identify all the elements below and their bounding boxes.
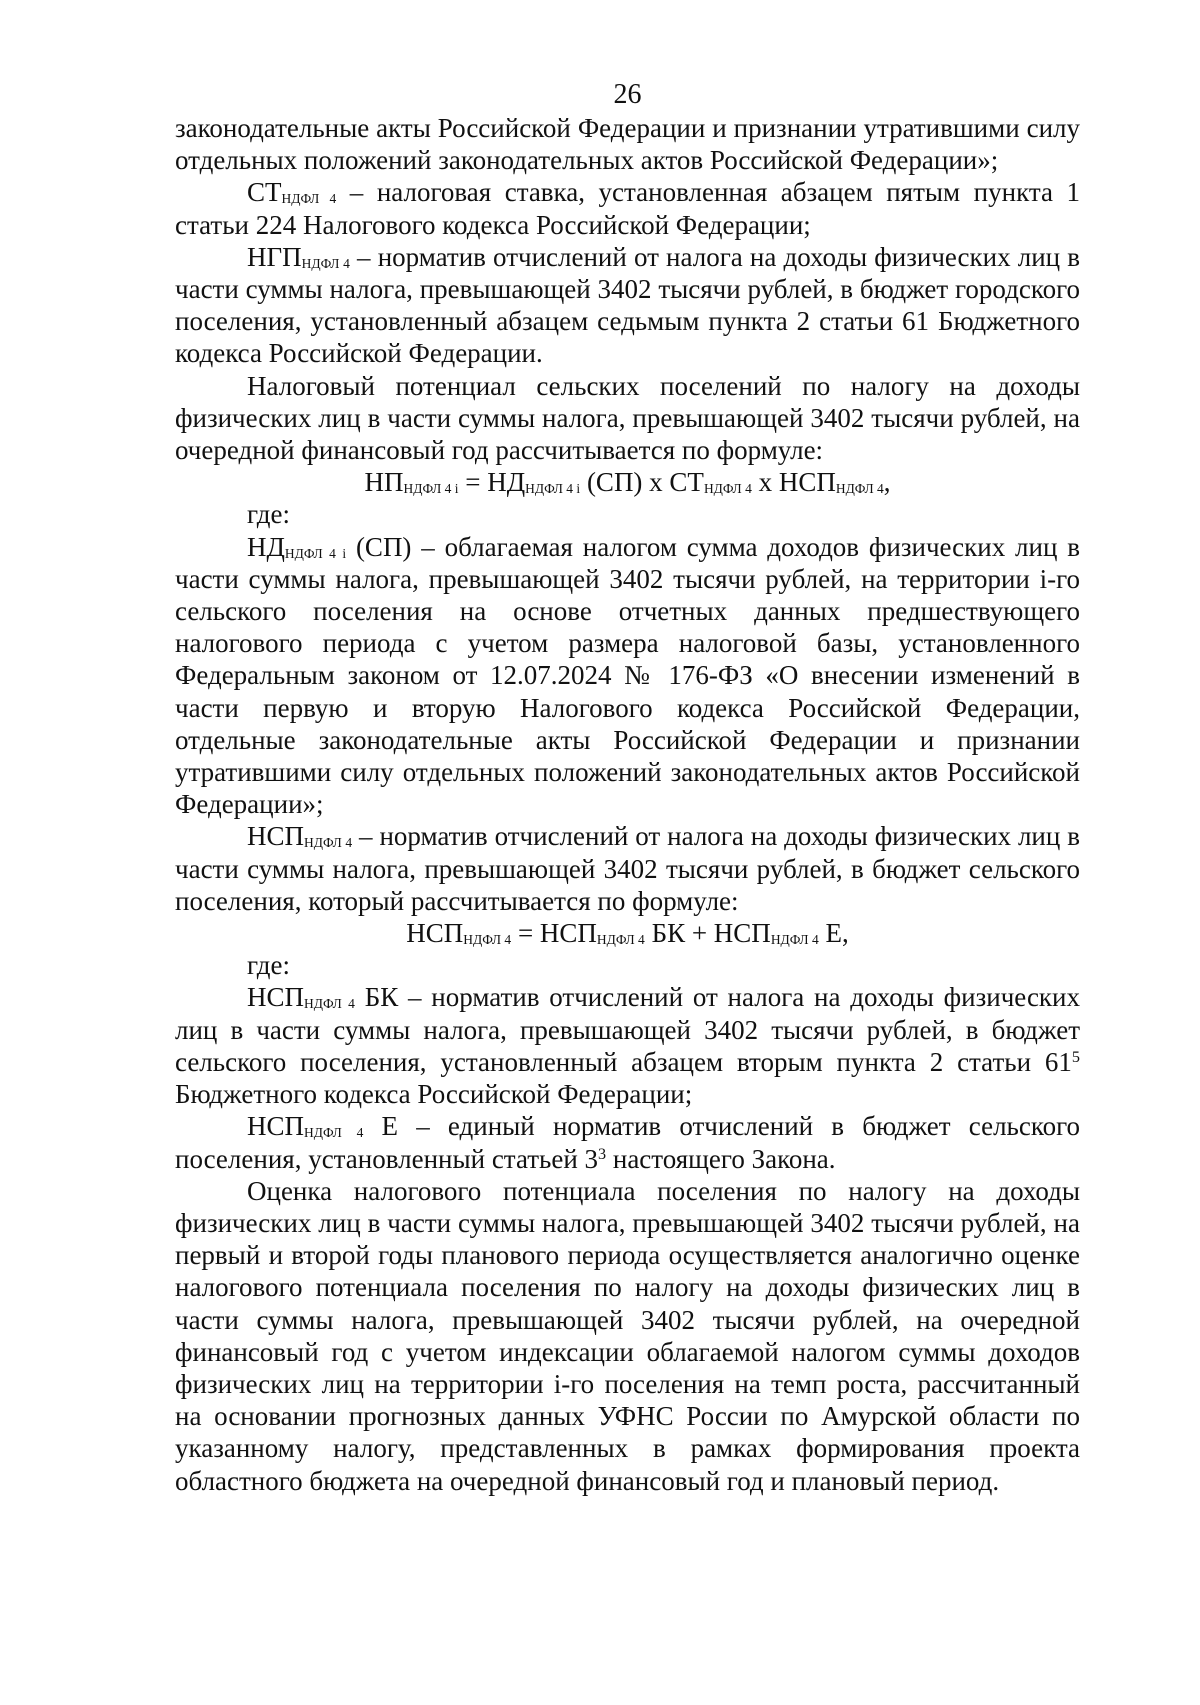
formula-rural-potential <box>175 466 1080 498</box>
formula-subscript: НДФЛ 4 i <box>403 481 459 497</box>
symbol: НСП <box>247 982 305 1013</box>
symbol: СТ <box>247 177 282 208</box>
paragraph-planning-period-assessment: Оценка налогового потенциала поселения по налогу на доходы физических лиц в части суммы налога, превышающей 3402 тысячи рублей, на первый и второй годы планового периода осуществляется аналогично оценке налогового потенциала поселения по налогу на доходы физических лиц в части суммы налога, превышающей 3402 тысячи рублей, на очередной финансовый год с учетом индексации облагаемой налогом суммы доходов физических лиц на территории i-го поселения на темп роста, рассчитанный на основании прогнозных данных УФНС России по Амурской области по указанному налогу, представленных в рамках формирования проекта областного бюджета на очередной финансовый год и плановый период. <box>175 1175 1080 1496</box>
formula-subscript: НДФЛ 4 <box>835 481 884 497</box>
symbol-subscript: НДФЛ 4 <box>281 191 337 207</box>
symbol-subscript: НДФЛ 4 i <box>284 545 347 561</box>
definition-text: Е – единый норматив отчислений в бюджет сельского поселения, установленный статьей 3 <box>175 1111 1080 1174</box>
paragraph-unified-norm-definition <box>175 1110 1080 1174</box>
symbol: НСП <box>247 821 305 852</box>
formula-term: БК + НСП <box>644 918 771 949</box>
definition-text: – норматив отчислений от налога на доходы физических лиц в части суммы налога, превышающей 3402 тысячи рублей, в бюджет сельского поселения, который рассчитывается по формуле: <box>175 821 1081 916</box>
formula-subscript: НДФЛ 4 <box>596 932 645 948</box>
paragraph-rural-potential-intro: Налоговый потенциал сельских поселений по налогу на доходы физических лиц в части суммы налога, превышающей 3402 тысячи рублей, на очередной финансовый год рассчитывается по формуле: <box>175 370 1080 466</box>
formula-subscript: НДФЛ 4 <box>703 481 752 497</box>
definition-text: БК – норматив отчислений от налога на доходы физических лиц в части суммы налога, превышающей 3402 тысячи рублей, в бюджет сельского поселения, установленный абзацем вторым пункта 2 статьи 61 <box>175 982 1080 1077</box>
formula-subscript: НДФЛ 4 <box>463 932 512 948</box>
formula-term: , <box>883 467 891 498</box>
superscript: 3 <box>598 1144 607 1163</box>
formula-rural-norm <box>175 917 1080 949</box>
formula-term: НСП <box>406 918 464 949</box>
symbol-subscript: НДФЛ 4 <box>304 996 355 1012</box>
definition-text: (СП) – облагаемая налогом сумма доходов физических лиц в части суммы налога, превышающей 3402 тысячи рублей, на территории i-го сельского поселения на основе отчетных данных предшествующего налогового периода с учетом размера налоговой базы, установленного Федеральным законом от 12.07.2024 № 176-ФЗ «О внесении изменений в части первую и вторую Налогового кодекса Российской Федерации, отдельные законодательные акты Российской Федерации и признании утратившими силу отдельных положений законодательных актов Российской Федерации»; <box>175 531 1081 820</box>
paragraph-taxable-income-definition <box>175 531 1080 821</box>
superscript: 5 <box>1071 1047 1080 1066</box>
symbol: НСП <box>247 1111 305 1142</box>
symbol: НД <box>247 531 285 562</box>
symbol-subscript: НДФЛ 4 <box>304 835 353 851</box>
formula-subscript: НДФЛ 4 i <box>525 481 581 497</box>
definition-text: Бюджетного кодекса Российской Федерации; <box>175 1079 693 1110</box>
formula-term: = НД <box>458 467 526 498</box>
symbol: НГП <box>247 241 302 272</box>
document-body <box>175 112 1080 1497</box>
symbol-subscript: НДФЛ 4 <box>304 1125 364 1141</box>
paragraph-rural-norm-definition <box>175 820 1080 917</box>
formula-term: Е, <box>818 918 849 949</box>
page-number: 26 <box>613 79 642 110</box>
definition-text: настоящего Закона. <box>606 1143 836 1174</box>
formula-term: (СП) х СТ <box>580 467 704 498</box>
formula-term: х НСП <box>751 467 836 498</box>
formula-subscript: НДФЛ 4 <box>770 932 819 948</box>
where-label: где: <box>247 499 290 530</box>
formula-term: НП <box>364 467 404 498</box>
paragraph-bk-norm-definition <box>175 981 1080 1110</box>
definition-text: – норматив отчислений от налога на доходы физических лиц в части суммы налога, превышающей 3402 тысячи рублей, в бюджет городского поселения, установленный абзацем седьмым пункта 2 статьи 61 Бюджетного кодекса Российской Федерации. <box>175 241 1081 369</box>
definition-text: – налоговая ставка, установленная абзацем пятым пункта 1 статьи 224 Налогового кодекса Российской Федерации; <box>175 177 1081 240</box>
paragraph-tax-rate-definition <box>175 176 1080 240</box>
paragraph-urban-norm-definition <box>175 241 1080 370</box>
where-label: где: <box>247 950 290 981</box>
paragraph-continuation: законодательные акты Российской Федерации и признании утратившими силу отдельных положений законодательных актов Российской Федерации»; <box>175 113 1080 176</box>
symbol-subscript: НДФЛ 4 <box>301 255 350 271</box>
formula-term: = НСП <box>511 918 597 949</box>
